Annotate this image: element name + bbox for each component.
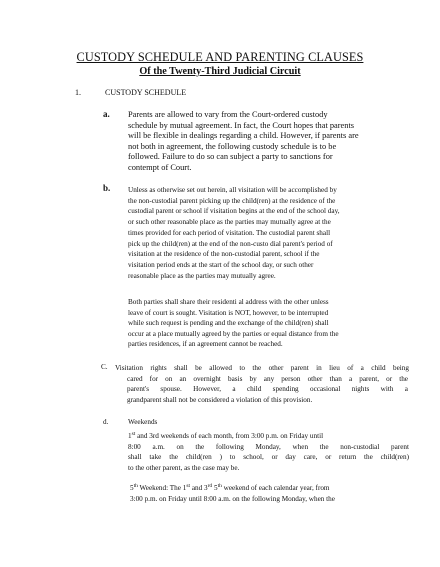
para-b-line: custodial parent or school if visitation begins at the end of the school day, bbox=[128, 207, 340, 216]
para-b-line: leave of court is sought. Visitation is NOT, however, to be interrupted bbox=[128, 308, 329, 317]
fifth-weekend-line: 3:00 p.m. on Friday until 8:00 a.m. on the following Monday, when the bbox=[130, 494, 335, 503]
document-title: CUSTODY SCHEDULE AND PARENTING CLAUSES bbox=[76, 50, 364, 64]
para-b-line: visitation at the residence of the non-custodial parent, school if the bbox=[128, 250, 320, 259]
fifth-weekend-text bbox=[130, 481, 335, 504]
para-b-text bbox=[128, 185, 340, 281]
fifth-weekend-line: 5th Weekend: The 1st and 3rd 5th weekend of each calendar year, from bbox=[130, 483, 330, 492]
para-c-label: C. bbox=[101, 363, 108, 371]
para-a-line: Parents are allowed to vary from the Court-ordered custody bbox=[128, 110, 328, 119]
para-c-line: parent's spouse. However, a child spending occasional nights with a bbox=[127, 385, 408, 394]
weekends-heading: Weekends bbox=[128, 418, 158, 426]
para-d-label: d. bbox=[103, 418, 109, 426]
para-c-text bbox=[115, 363, 409, 406]
para-b-line: reasonable place as the parties may mutually agree. bbox=[128, 271, 276, 280]
para-c-line: Visitation rights shall be allowed to the other parent in lieu of a child being bbox=[115, 364, 409, 372]
para-a-line: contempt of Court. bbox=[128, 162, 192, 172]
para-b-line: occur at a place mutually agreed by the parties or equal distance from the bbox=[128, 329, 339, 338]
para-a-text bbox=[128, 110, 359, 173]
para-d-line: 1st and 3rd weekends of each month, from 3:00 p.m. on Friday until bbox=[128, 431, 324, 440]
para-b-second-text bbox=[128, 297, 339, 350]
para-b-line: Unless as otherwise set out herein, all visitation will be accomplished by bbox=[128, 186, 337, 194]
section-number: 1. bbox=[75, 88, 81, 97]
para-a-label: a. bbox=[103, 109, 110, 119]
para-a-line: followed. Failure to do so can subject a party to sanctions for bbox=[128, 152, 333, 161]
para-b-line: visitation period ends at the start of the school day, or such other bbox=[128, 260, 314, 269]
para-b-line: parties residences, if an agreement cannot be reached. bbox=[128, 340, 283, 349]
section-title: CUSTODY SCHEDULE bbox=[105, 88, 187, 97]
para-c-line: grandparent shall not be considered a violation of this provision. bbox=[127, 396, 313, 405]
para-b-line: or such other reasonable place as the parties may mutually agree at the bbox=[128, 218, 331, 227]
para-a-line: schedule by mutual agreement. In fact, the Court hopes that parents bbox=[128, 120, 355, 130]
para-d-line: 8:00 a.m. on the following Monday, when the non-custodial parent bbox=[128, 442, 409, 451]
para-b-line: the non-custodial parent picking up the child(ren) at the residence of the bbox=[128, 196, 336, 205]
para-b-line: pick up the child(ren) at the end of the non-custo dial parent's period of bbox=[128, 239, 333, 248]
para-a-line: will be flexible in dealings regarding a child. However, if parents are bbox=[128, 131, 359, 140]
para-d-line: to the other parent, as the case may be. bbox=[128, 463, 240, 472]
para-b-line: while such request is pending and the exchange of the child(ren) shall bbox=[128, 319, 329, 328]
para-d-line: shall take the child(ren ) to school, or day care, or return the child(ren) bbox=[128, 453, 409, 462]
para-d-text bbox=[128, 429, 409, 473]
para-b-line: times provided for each period of visitation. The custodial parent shall bbox=[128, 228, 331, 237]
para-c-line: cared for on an overnight basis by any person other than a parent, or the bbox=[127, 374, 408, 383]
para-b-line: Both parties shall share their residenti al address with the other unless bbox=[128, 298, 329, 306]
para-a-line: not both in agreement, the following custody schedule is to be bbox=[128, 141, 337, 151]
para-b-label: b. bbox=[103, 183, 111, 193]
document-subtitle: Of the Twenty-Third Judicial Circuit bbox=[139, 66, 301, 77]
